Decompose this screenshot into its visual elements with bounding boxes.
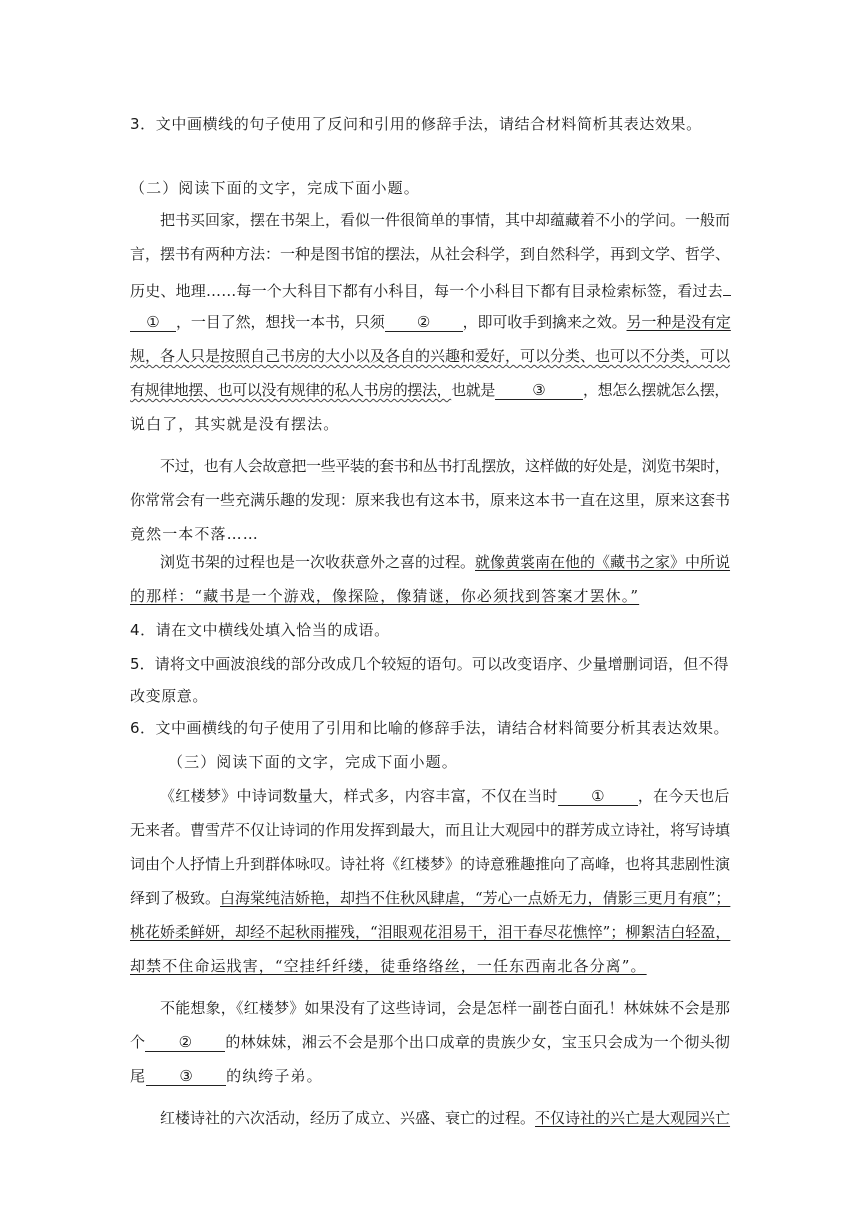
blank-3: ③ — [146, 1068, 226, 1086]
section-3-para-2-line-1: 不能想象，《红楼梦》如果没有了这些诗词，会是怎样一副苍白面孔！林妹妹不会是那 — [160, 999, 731, 1017]
question-5-line-1: 5．请将文中画波浪线的部分改成几个较短的语句。可以改变语序、少量增删词语，但不得 — [130, 655, 729, 673]
section-3-para-1-line-2: 无来者。曹雪芹不仅让诗词的作用发挥到最大，而且让大观园中的群芳成立诗社，将写诗填 — [130, 821, 731, 839]
text-span: ，一目了然，想找一本书，只须 — [176, 313, 385, 331]
text-span: 红楼诗社的六次活动，经历了成立、兴盛、衰亡的过程。 — [160, 1109, 536, 1127]
text-span: 也就是 — [451, 381, 496, 399]
wavy-underlined-sentence: 有规律地摆、也可以没有规律的私人书房的摆法， — [130, 381, 452, 399]
underlined-sentence: 白海棠纯洁娇艳，却挡不住秋风肆虐，“芳心一点娇无力，倩影三更月有痕”； — [220, 889, 731, 907]
section-2-para-3-line-1 — [160, 552, 730, 572]
blank-1-lead — [723, 278, 731, 296]
text-span: 的林妹妹，湘云不会是那个出口成章的贵族少女，宝玉只会成为一个彻头彻 — [225, 1033, 731, 1051]
section-2-para-1-line-1: 把书买回家，摆在书架上，看似一件很简单的事情，其中却蕴藏着不小的学问。一般而 — [160, 211, 731, 229]
text-span: 的纨绔子弟。 — [226, 1067, 323, 1085]
text-span: 历史、地理……每一个大科目下都有小科目，每一个小科目下都有目录检索标签，看过去 — [130, 282, 723, 300]
section-2-para-1-line-2: 言，摆书有两种方法：一种是图书馆的摆法，从社会科学，到自然科学，再到文学、哲学、 — [130, 245, 731, 263]
section-3-para-2-line-2 — [130, 1032, 730, 1052]
text-span: ，想怎么摆就怎么摆， — [583, 381, 730, 399]
section-3-para-3-line-1 — [160, 1108, 730, 1128]
blank-3: ③ — [495, 382, 583, 400]
question-5-line-2: 改变原意。 — [130, 687, 209, 705]
section-2-para-3-line-2 — [130, 586, 639, 606]
section-3-para-1-line-5 — [130, 922, 730, 942]
section-3-para-1-line-1 — [160, 786, 730, 806]
blank-2: ② — [385, 314, 463, 332]
underlined-sentence: 桃花娇柔鲜妍，却经不起秋雨摧残，“泪眼观花泪易干，泪干春尽花憔悴”；柳絮洁白轻盈， — [130, 923, 731, 941]
blank-1: ① — [558, 788, 638, 806]
section-2-title: （二）阅读下面的文字，完成下面小题。 — [130, 179, 420, 197]
section-3-para-1-line-3: 词由个人抒情上升到群体咏叹。诗社将《红楼梦》的诗意雅趣推向了高峰，也将其悲剧性演 — [130, 855, 731, 873]
section-2-para-1-line-7: 说白了，其实就是没有摆法。 — [130, 415, 340, 433]
text-span: ，即可收手到擒来之效。 — [462, 313, 627, 331]
section-2-para-1-line-4 — [130, 312, 731, 332]
text-span: 《红楼梦》中诗词数量大，样式多，内容丰富，不仅在当时 — [160, 787, 558, 805]
text-span: 绎到了极致。 — [130, 889, 221, 907]
underlined-sentence: 的那样：“藏书是一个游戏，像探险，像猜谜，你必须找到答案才罢休。” — [130, 587, 640, 605]
underlined-sentence: 不仅诗社的兴亡是大观园兴亡 — [535, 1109, 731, 1127]
section-3-para-1-line-6 — [130, 956, 647, 976]
section-2-para-2-line-1: 不过，也有人会故意把一些平装的套书和丛书打乱摆放，这样做的好处是，浏览书架时， — [160, 457, 730, 475]
question-3: 3．文中画横线的句子使用了反问和引用的修辞手法，请结合材料简析其表达效果。 — [130, 115, 702, 133]
section-2-para-1-line-5 — [130, 346, 730, 366]
section-3-para-1-line-4 — [130, 888, 730, 908]
section-3-para-2-line-3 — [130, 1066, 323, 1086]
question-4: 4．请在文中横线处填入恰当的成语。 — [130, 621, 390, 639]
section-3-title: （三）阅读下面的文字，完成下面小题。 — [168, 753, 458, 771]
underlined-sentence: 却禁不住命运戕害，“空挂纤纤缕，徒垂络络丝，一任东西南北各分离”。 — [130, 957, 647, 975]
section-2-para-1-line-3 — [130, 278, 731, 298]
text-span: ，在今天也后 — [637, 787, 730, 805]
underlined-sentence: 另一种是没有定 — [626, 313, 731, 331]
wavy-underlined-sentence: 规，各人只是按照自己书房的大小以及各自的兴趣和爱好，可以分类、也可以不分类，可以 — [130, 347, 731, 365]
text-span: 浏览书架的过程也是一次收获意外之喜的过程。 — [160, 553, 476, 571]
section-2-para-1-line-6 — [130, 380, 729, 400]
blank-2: ② — [145, 1034, 225, 1052]
text-span: 尾 — [130, 1067, 147, 1085]
blank-1: ① — [130, 314, 176, 332]
underlined-sentence: 就像黄裳南在他的《藏书之家》中所说 — [475, 553, 731, 571]
question-6: 6．文中画横线的句子使用了引用和比喻的修辞手法，请结合材料简要分析其表达效果。 — [130, 719, 730, 737]
section-2-para-2-line-3: 竟然一本不落…… — [130, 525, 259, 543]
text-span: 个 — [130, 1033, 146, 1051]
section-2-para-2-line-2: 你常常会有一些充满乐趣的发现：原来我也有这本书，原来这本书一直在这里，原来这套书 — [130, 491, 731, 509]
